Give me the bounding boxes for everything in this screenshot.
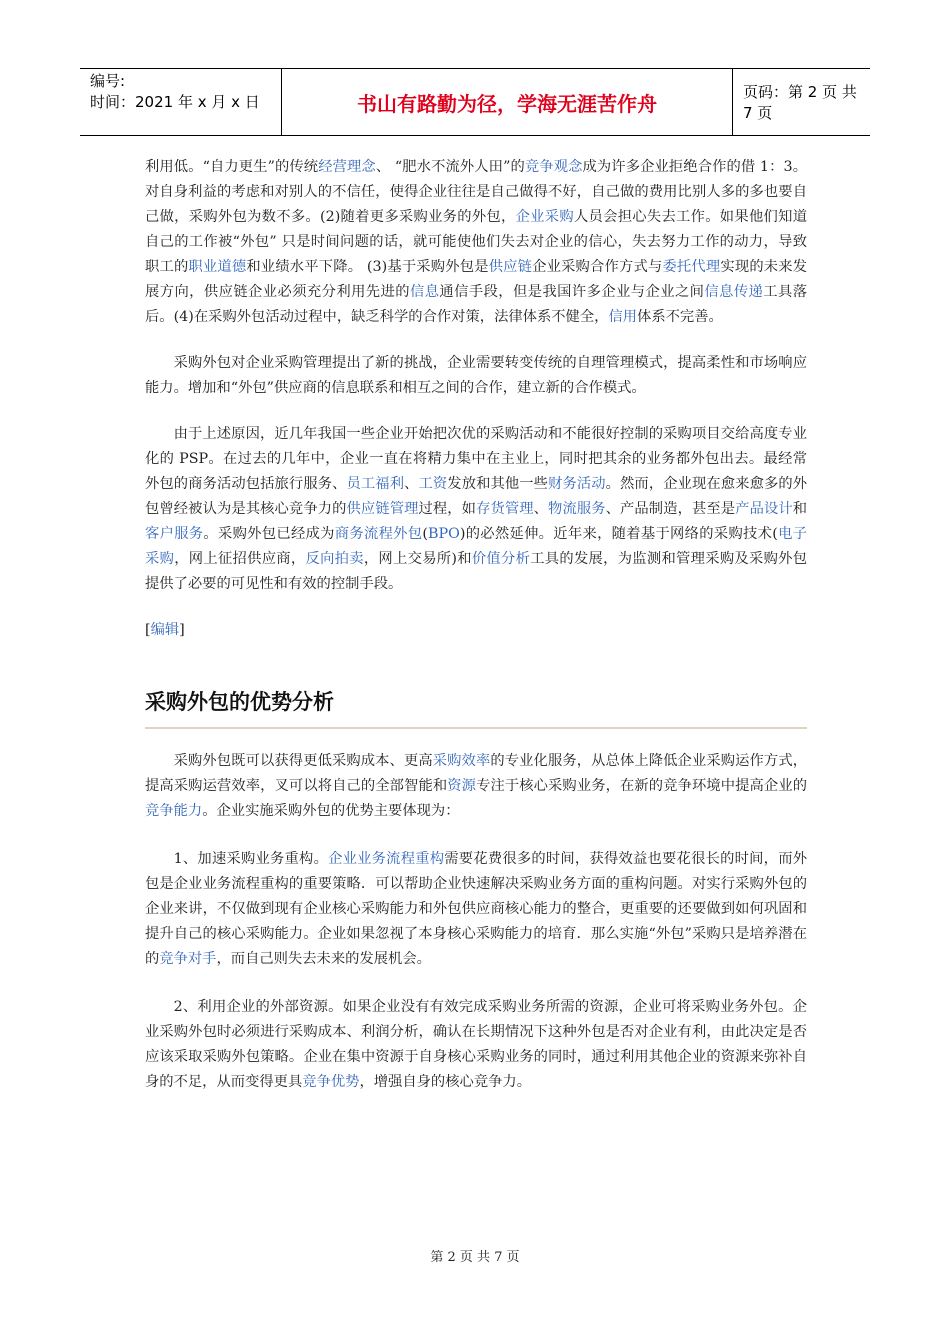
paragraph-5: [145, 847, 807, 972]
text-run: 的专业化服务，从总体上降低企业采购运作方式，提高采购运营效率，叉可以将自己的全部智能和: [145, 753, 808, 794]
text-run: 成为许多企业拒绝合作的借 1：3。对自身利益的考虑和对别人的不信任，使得企业往往是自己做得不好，自己做的费用比别人多的多也要自己做，采购外包为数不多。(2)随着更多采购业务的外包，: [145, 159, 808, 225]
wiki-link[interactable]: 供应链: [488, 259, 533, 275]
text-run: 过程，如: [418, 501, 477, 517]
text-run: 实现的未来发展方向，供应链企业必须充分利用先进的: [145, 259, 808, 300]
wiki-link[interactable]: 竞争优势: [302, 1074, 360, 1090]
wiki-link[interactable]: BPO: [427, 526, 460, 542]
text-run: )的必然延伸。近年来，随着基于网络的采购技术(: [459, 526, 778, 542]
wiki-link[interactable]: 职业道德: [188, 259, 247, 275]
wiki-link[interactable]: 企业业务流程重构: [328, 851, 445, 867]
text-run: 、产品制造，甚至是: [605, 501, 736, 517]
text-run: ，增强自身的核心竞争力。: [359, 1074, 532, 1090]
wiki-link[interactable]: 价值分析: [471, 551, 531, 567]
text-run: 和: [792, 501, 808, 517]
text-run: 。然而，企业现在愈来愈多的外包曾经被认为是其核心竞争力的: [145, 476, 808, 517]
wiki-link[interactable]: 物流服务: [548, 501, 606, 517]
text-run: 1、加速采购业务重构。: [173, 851, 329, 867]
paragraph-2: [145, 351, 807, 401]
text-run: ，而自己则失去未来的发展机会。: [216, 951, 431, 967]
text-run: 采购外包既可以获得更低采购成本、更高: [173, 753, 433, 769]
page-header: [80, 68, 870, 136]
paragraph-6: [145, 995, 807, 1095]
text-run: 、: [533, 501, 549, 517]
text-run: (: [422, 526, 428, 542]
wiki-link[interactable]: 信息传递: [704, 284, 764, 300]
wiki-link[interactable]: 企业采购: [515, 209, 574, 225]
text-run: 工具落后。(4)在采购外包活动过程中，缺乏科学的合作对策，法律体系不健全，: [145, 284, 808, 325]
edit-section: [编辑]: [145, 622, 185, 638]
wiki-link[interactable]: 资源: [447, 778, 477, 794]
text-run: 由于上述原因，近几年我国一些企业开始把次优的采购活动和不能很好控制的采购项目交给高度专业化的 PSP。在过去的几年中，企业一直在将精力集中在主业上，同时把其余的业务都外包出去。最经常外包的商务活动包括旅行服务、: [145, 426, 807, 492]
text-run: 、 “肥水不流外人田”的: [375, 159, 525, 175]
document-number-label: 编号:: [90, 72, 126, 90]
text-run: 。采购外包已经成为: [203, 526, 335, 542]
text-run: 工具的发展，为监测和管理采购及采购外包提供了必要的可见性和有效的控制手段。: [145, 551, 808, 592]
header-meta: [80, 69, 281, 135]
wiki-link[interactable]: 竞争能力: [145, 803, 203, 819]
text-run: 和业绩水平下降。 (3)基于采购外包是: [246, 259, 489, 275]
text-run: 企业采购合作方式与: [532, 259, 663, 275]
wiki-link[interactable]: 采购效率: [432, 753, 491, 769]
text-run: ，网上征招供应商，: [174, 551, 306, 567]
wiki-link[interactable]: 竞争观念: [524, 159, 583, 175]
wiki-link[interactable]: 竞争对手: [159, 951, 217, 967]
date-label: 时间：2021 年 x 月 x 日: [90, 93, 260, 111]
text-run: 体系不完善。: [637, 309, 723, 325]
paragraph-1: [145, 155, 807, 330]
wiki-link[interactable]: 反向拍卖: [305, 551, 364, 567]
text-run: 专注于核心采购业务，在新的竞争环境中提高企业的: [476, 778, 808, 794]
wiki-link[interactable]: 产品设计: [735, 501, 793, 517]
edit-link[interactable]: 编辑: [150, 622, 180, 638]
wiki-link[interactable]: 信息: [409, 284, 440, 300]
page-footer: 第 2 页 共 7 页: [430, 1250, 520, 1265]
wiki-link[interactable]: 经营理念: [318, 159, 376, 175]
wiki-link[interactable]: 客户服务: [145, 526, 204, 542]
wiki-link[interactable]: 员工福利: [346, 476, 405, 492]
text-run: 人员会担心失去工作。如果他们知道自己的工作被“外包” 只是时间问题的话，就可能使他们失去对企业的信心，失去努力工作的动力，导致职工的: [145, 209, 808, 275]
wiki-link[interactable]: 信用: [608, 309, 638, 325]
wiki-link[interactable]: 委托代理: [662, 259, 721, 275]
text-run: ，网上交易所)和: [363, 551, 472, 567]
wiki-link[interactable]: 商务流程外包: [334, 526, 423, 542]
article-body: [145, 155, 807, 1095]
section-title: 采购外包的优势分析: [145, 687, 807, 729]
header-page-number: 页码：第 2 页 共 7 页: [743, 83, 857, 122]
text-run: 2、利用企业的外部资源。如果企业没有有效完成采购业务所需的资源，企业可将采购业务外包。企业采购外包时必须进行采购成本、利润分析，确认在长期情况下这种外包是否对企业有利，由此决定是否应该采取采购外包策略。企业在集中资源于自身核心采购业务的同时，通过利用其他企业的资源来弥补自身的不足，从而变得更具: [145, 999, 807, 1090]
text-run: 、: [404, 476, 419, 492]
wiki-link[interactable]: 财务活动: [548, 476, 606, 492]
wiki-link[interactable]: 电子采购: [145, 526, 808, 567]
paragraph-4: [145, 749, 807, 824]
wiki-link[interactable]: 工资: [418, 476, 448, 492]
text-run: 采购外包对企业采购管理提出了新的挑战，企业需要转变传统的自理管理模式，提高柔性和市场响应能力。增加和“外包”供应商的信息联系和相互之间的合作，建立新的合作模式。: [145, 355, 807, 396]
paragraph-3: [145, 422, 807, 597]
wiki-link[interactable]: 存货管理: [476, 501, 534, 517]
text-run: 通信手段，但是我国许多企业与企业之间: [439, 284, 705, 300]
text-run: 利用低。“自力更生”的传统: [145, 159, 319, 175]
header-motto: 书山有路勤为径，学海无涯苦作舟: [281, 69, 733, 135]
text-run: 发放和其他一些: [447, 476, 549, 492]
text-run: 需要花费很多的时间，获得效益也要花很长的时间，而外包是企业业务流程重构的重要策略．可以帮助企业快速解决采购业务方面的重构问题。对实行采购外包的企业来讲，不仅做到现有企业核心采购能力和外包供应商核心能力的整合，更重要的还要做到如何巩固和提升自己的核心采购能力。企业如果忽视了本身核心采购能力的培育．那么实施“外包”采购只是培养潜在的: [145, 851, 808, 967]
wiki-link[interactable]: 供应链管理: [346, 501, 419, 517]
text-run: 。企业实施采购外包的优势主要体现为：: [202, 803, 460, 819]
